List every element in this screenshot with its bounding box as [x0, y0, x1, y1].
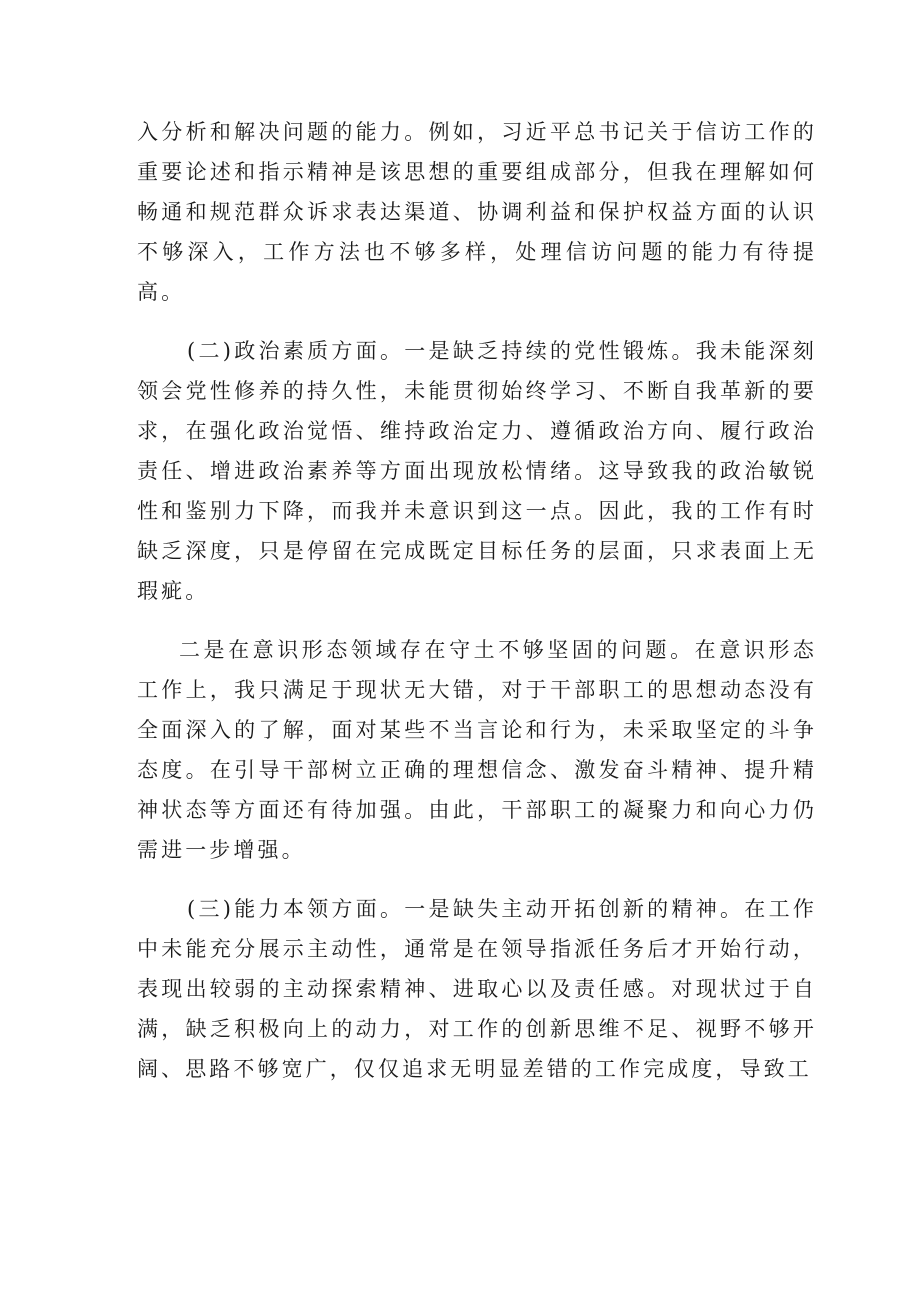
- paragraph-political-quality: (二)政治素质方面。一是缺乏持续的党性锻炼。我未能深刻领会党性修养的持久性，未能贯彻始终学习、不断自我革新的要求，在强化政治觉悟、维持政治定力、遵循政治方向、履行政治责任、增进政治素养等方面出现放松情绪。这导致我的政治敏锐性和鉴别力下降，而我并未意识到这一点。因此，我的工作有时缺乏深度，只是停留在完成既定目标任务的层面，只求表面上无瑕疵。: [137, 339, 817, 603]
- paragraph-ability: (三)能力本领方面。一是缺失主动开拓创新的精神。在工作中未能充分展示主动性，通常是在领导指派任务后才开始行动，表现出较弱的主动探索精神、进取心以及责任感。对现状过于自满，缺乏积极向上的动力，对工作的创新思维不足、视野不够开阔、思路不够宽广，仅仅追求无明显差错的工作完成度，导致工: [137, 897, 817, 1081]
- paragraph-continuation: 入分析和解决问题的能力。例如，习近平总书记关于信访工作的重要论述和指示精神是该思想的重要组成部分，但我在理解如何畅通和规范群众诉求表达渠道、协调利益和保护权益方面的认识不够深入，工作方法也不够多样，处理信访问题的能力有待提高。: [137, 120, 817, 304]
- document-body: [137, 112, 817, 1108]
- paragraph-ideology: 二是在意识形态领域存在守土不够坚固的问题。在意识形态工作上，我只满足于现状无大错，对于干部职工的思想动态没有全面深入的了解，面对某些不当言论和行为，未采取坚定的斗争态度。在引导干部树立正确的理想信念、激发奋斗精神、提升精神状态等方面还有待加强。由此，干部职工的凝聚力和向心力仍需进一步增强。: [137, 638, 817, 862]
